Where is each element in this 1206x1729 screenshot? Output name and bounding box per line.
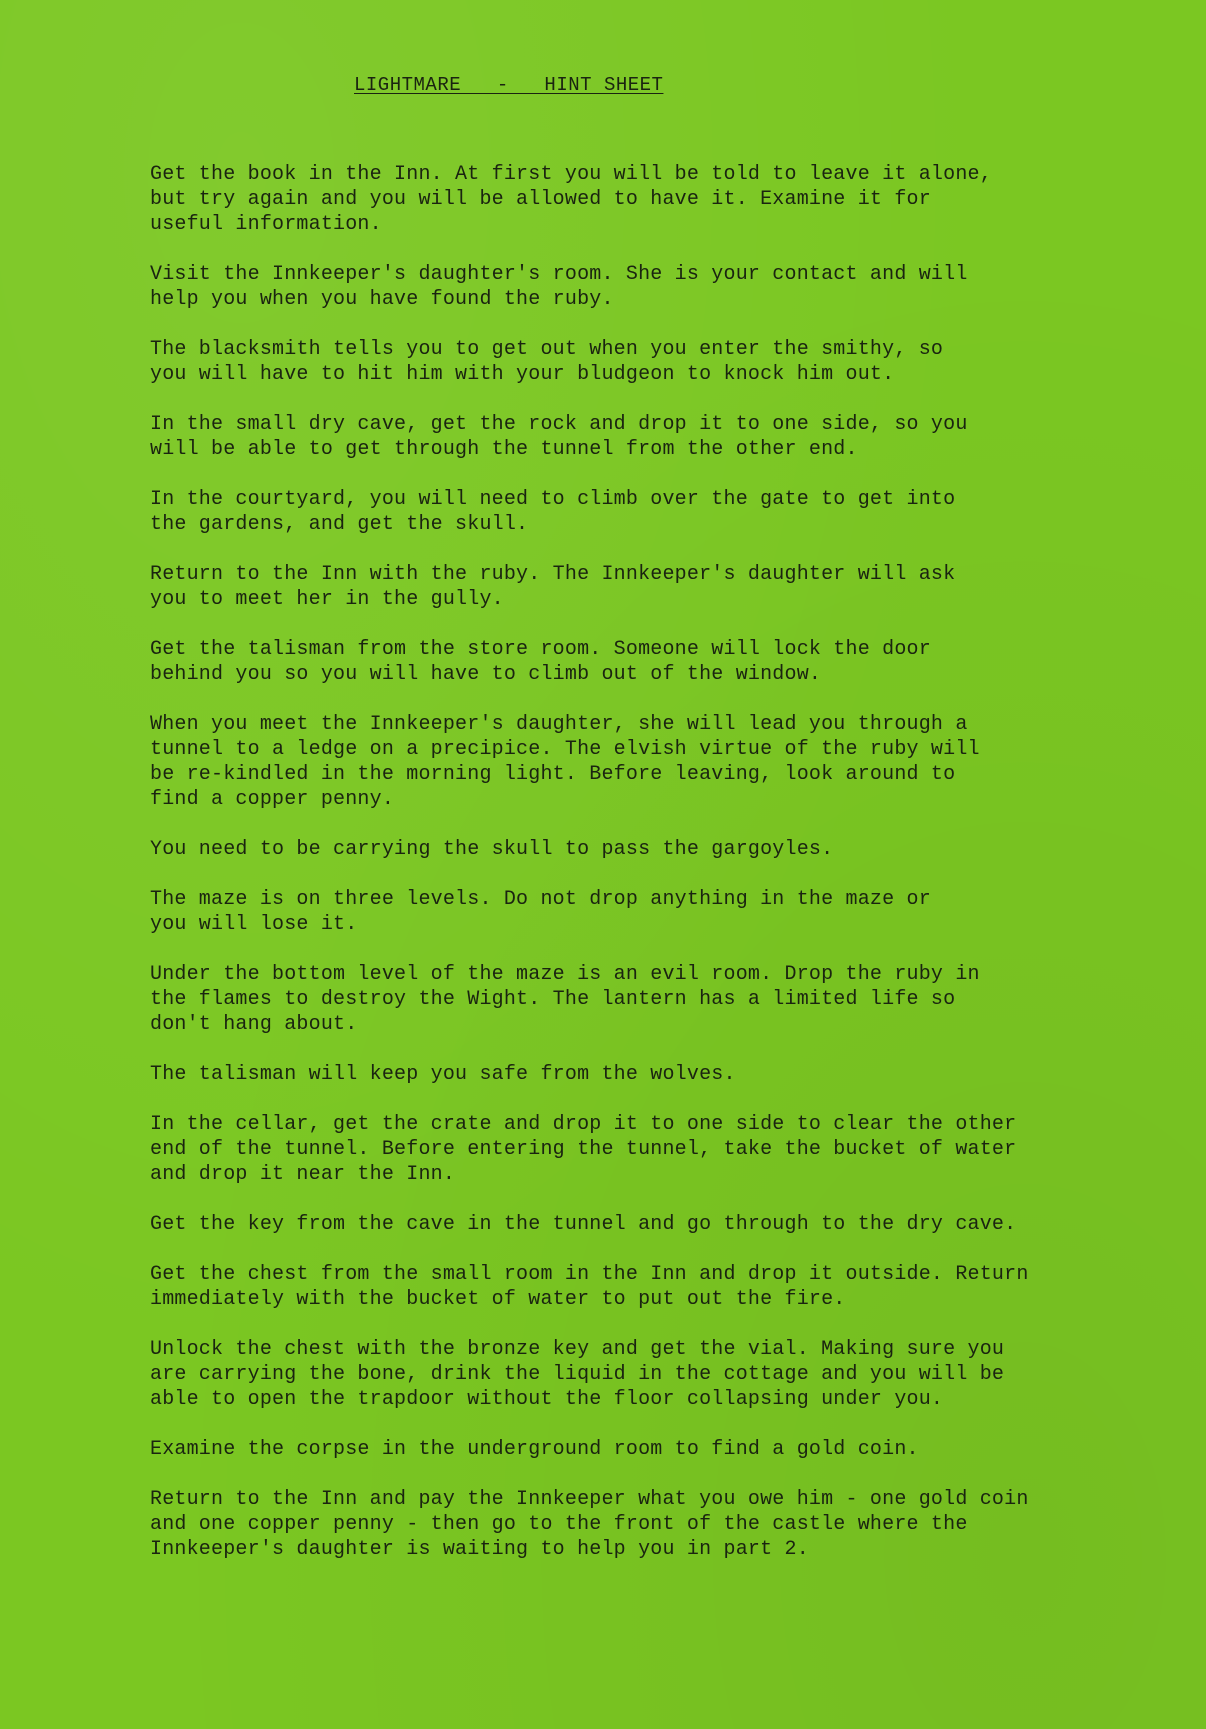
hint-paragraph: When you meet the Innkeeper's daughter, she will lead you through a tunnel to a ledge on a precipice. The elvish virtue of the ruby will be re-kindled in the morning light. Before leaving, look around to find a copper penny. bbox=[150, 713, 980, 811]
hint-paragraph: The blacksmith tells you to get out when you enter the smithy, so you will have to hit him with your bludgeon to knock him out. bbox=[150, 338, 944, 386]
hint-paragraph: In the small dry cave, get the rock and drop it to one side, so you will be able to get through the tunnel from the other end. bbox=[150, 413, 968, 461]
hint-paragraph: Get the chest from the small room in the Inn and drop it outside. Return immediately with the bucket of water to put out the fire. bbox=[150, 1263, 1029, 1311]
hint-paragraph: You need to be carrying the skull to pass the gargoyles. bbox=[150, 838, 834, 861]
hint-paragraph: Under the bottom level of the maze is an evil room. Drop the ruby in the flames to destroy the Wight. The lantern has a limited life so don't hang about. bbox=[150, 963, 980, 1036]
hint-paragraph: Get the book in the Inn. At first you will be told to leave it alone, but try again and you will be allowed to have it. Examine it for useful information. bbox=[150, 163, 992, 236]
hint-paragraph: Visit the Innkeeper's daughter's room. She is your contact and will help you when you have found the ruby. bbox=[150, 263, 968, 311]
hint-paragraph: Get the key from the cave in the tunnel and go through to the dry cave. bbox=[150, 1213, 1017, 1236]
hint-paragraph: In the cellar, get the crate and drop it to one side to clear the other end of the tunnel. Before entering the tunnel, take the bucket of water and drop it near the Inn. bbox=[150, 1113, 1017, 1186]
hint-list bbox=[150, 162, 1150, 1587]
hint-paragraph: Unlock the chest with the bronze key and get the vial. Making sure you are carrying the bone, drink the liquid in the cottage and you will be able to open the trapdoor without the floor collapsing under you. bbox=[150, 1338, 1005, 1411]
hint-paragraph: The talisman will keep you safe from the wolves. bbox=[150, 1063, 736, 1086]
hint-paragraph: Return to the Inn with the ruby. The Innkeeper's daughter will ask you to meet her in the gully. bbox=[150, 563, 956, 611]
hint-paragraph: Return to the Inn and pay the Innkeeper what you owe him - one gold coin and one copper penny - then go to the front of the castle where the Innkeeper's daughter is waiting to help you in part 2. bbox=[150, 1488, 1029, 1561]
hint-paragraph: Get the talisman from the store room. Someone will lock the door behind you so you will have to climb out of the window. bbox=[150, 638, 931, 686]
hint-paragraph: Examine the corpse in the underground room to find a gold coin. bbox=[150, 1438, 919, 1461]
page-title: LIGHTMARE - HINT SHEET bbox=[354, 74, 664, 96]
hint-paragraph: The maze is on three levels. Do not drop anything in the maze or you will lose it. bbox=[150, 888, 931, 936]
hint-paragraph: In the courtyard, you will need to climb over the gate to get into the gardens, and get the skull. bbox=[150, 488, 956, 536]
